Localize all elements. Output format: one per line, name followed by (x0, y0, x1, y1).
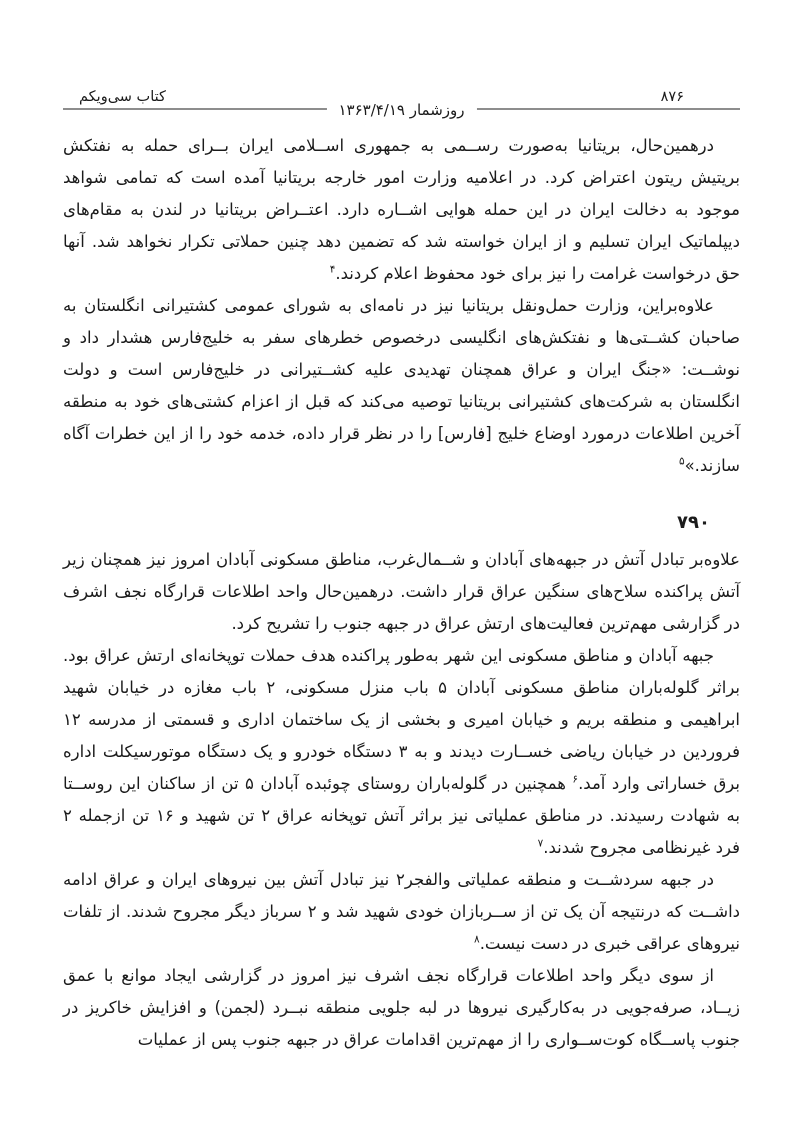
paragraph: علاوه‌براین، وزارت حمل‌ونقل بریتانیا نیز در نامه‌ای به شورای عمومی کشتیرانی انگلستان به صاحبان کشــتی‌ها و نفتکش‌های انگلیسی درخصوص خطرهای سفر به خلیج‌فارس هشدار داد و نوشــت: «جنگ ایران و عراق همچنان تهدیدی علیه کشــتیرانی در خلیج‌فارس است و دولت انگلستان به شرکت‌های کشتیرانی بریتانیا توصیه می‌کند که قبل از اعزام کشتی‌های خود به منطقه آخرین اطلاعات درمورد اوضاع خلیج [فارس] را در نظر قرار داده، خدمه خود را از این خطرات آگاه سازند.»$^۵$ (63, 296, 740, 475)
paragraph: جبهه آبادان و مناطق مسکونی این شهر به‌طور پراکنده هدف حملات توپخانه‌ای ارتش عراق بود. براثر گلوله‌باران مناطق مسکونی آبادان ۵ باب منزل مسکونی، ۲ باب مغازه در خیابان شهید ابراهیمی و منطقه بریم و خیابان امیری و بخشی از یک ساختمان اداری و قسمتی از مدرسه ۱۲ فروردین در خیابان ریاضی خســارت دیدند و به ۳ دستگاه خودرو و یک دستگاه موتورسیکلت اداره برق خساراتی وارد آمد.$^۶$ همچنین در گلوله‌باران روستای چوئبده آبادان ۵ تن از ساکنان این روســتا به شهادت رسیدند. در مناطق عملیاتی نیز براثر آتش توپخانه عراق ۲ تن شهید و ۱۶ تن ازجمله ۲ فرد غیرنظامی مجروح شدند.$^۷$ (63, 646, 741, 857)
chronicle-date: روزشمار ۱۳۶۳/۴/۱۹ (326, 101, 476, 119)
paragraph: از سوی دیگر واحد اطلاعات قرارگاه نجف اشرف نیز امروز در گزارشی ایجاد موانع با عمق زیــاد، صرفه‌جویی در به‌کارگیری نیروها در لبه جلویی منطقه نبــرد (لجمن) و افزایش خاکریز در جنوب پاســگاه کوت‌ســواری را از مهم‌ترین اقدامات عراق در جبهه جنوب پس از عملیات (63, 966, 740, 1049)
footnote-marker: ۵ (678, 455, 685, 468)
paragraph: علاوه‌بر تبادل آتش در جبهه‌های آبادان و شــمال‌غرب، مناطق مسکونی آبادان امروز نیز همچنان زیر آتش پراکنده سلاح‌های سنگین عراق قرار داشت. درهمین‌حال واحد اطلاعات قرارگاه نجف اشرف در گزارشی مهم‌ترین فعالیت‌های ارتش عراق در جبهه جنوب را تشریح کرد. (63, 550, 740, 633)
footnote-marker: ۸ (474, 933, 480, 946)
footnote-marker: ۴ (329, 263, 336, 276)
footnote-marker: ۷ (537, 837, 544, 850)
paragraph: در جبهه سردشــت و منطقه عملیاتی والفجر۲ نیز تبادل آتش بین نیروهای ایران و عراق ادامه داشــت که درنتیجه آن یک تن از ســربازان خودی شهید شد و ۲ سرباز دیگر مجروح شدند. از تلفات نیروهای عراقی خبری در دست نیست.$^۸$ (63, 870, 741, 953)
page-body (63, 130, 740, 1056)
paragraph: درهمین‌حال، بریتانیا به‌صورت رســمی به جمهوری اســلامی ایران بــرای حمله به نفتکش بریتیش ریتون اعتراض کرد. در اعلامیه وزارت امور خارجه بریتانیا آمده است که تمامی شواهد موجود به دخالت ایران در این حمله هوایی اشــاره دارد. اعتــراض بریتانیا در لندن به مقام‌های دیپلماتیک ایران تسلیم و از ایران خواسته شد که تضمین دهد چنین حملاتی تکرار نخواهد شد. آنها حق درخواست غرامت را نیز برای خود محفوظ اعلام کردند.$^۴$ (63, 136, 740, 283)
entry-number: ۷۹۰ (677, 512, 710, 533)
footnote-marker: ۶ (572, 773, 579, 786)
page-number: ۸۷۶ (660, 89, 684, 105)
book-title: کتاب سی‌ویکم (79, 89, 166, 105)
page-header (63, 84, 740, 119)
